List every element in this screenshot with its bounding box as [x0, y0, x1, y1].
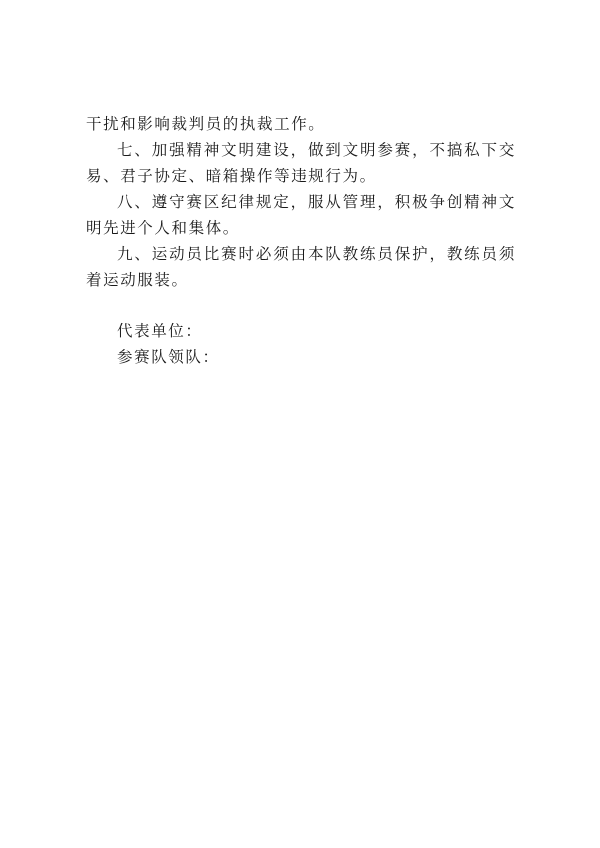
paragraph-rule-8: 八、遵守赛区纪律规定，服从管理，积极争创精神文明先进个人和集体。: [86, 193, 516, 237]
paragraph-rule-7: 七、加强精神文明建设，做到文明参赛，不搞私下交易、君子协定、暗箱操作等违规行为。: [86, 141, 516, 185]
paragraph-rule-9: 九、运动员比赛时必须由本队教练员保护，教练员须着运动服装。: [86, 245, 516, 289]
representative-unit-label: 代表单位：: [117, 322, 203, 340]
team-leader-label: 参赛队领队：: [117, 348, 220, 366]
spacer: [86, 293, 516, 318]
document-body: [86, 111, 516, 370]
paragraph-continued: 干扰和影响裁判员的执裁工作。: [86, 115, 326, 133]
